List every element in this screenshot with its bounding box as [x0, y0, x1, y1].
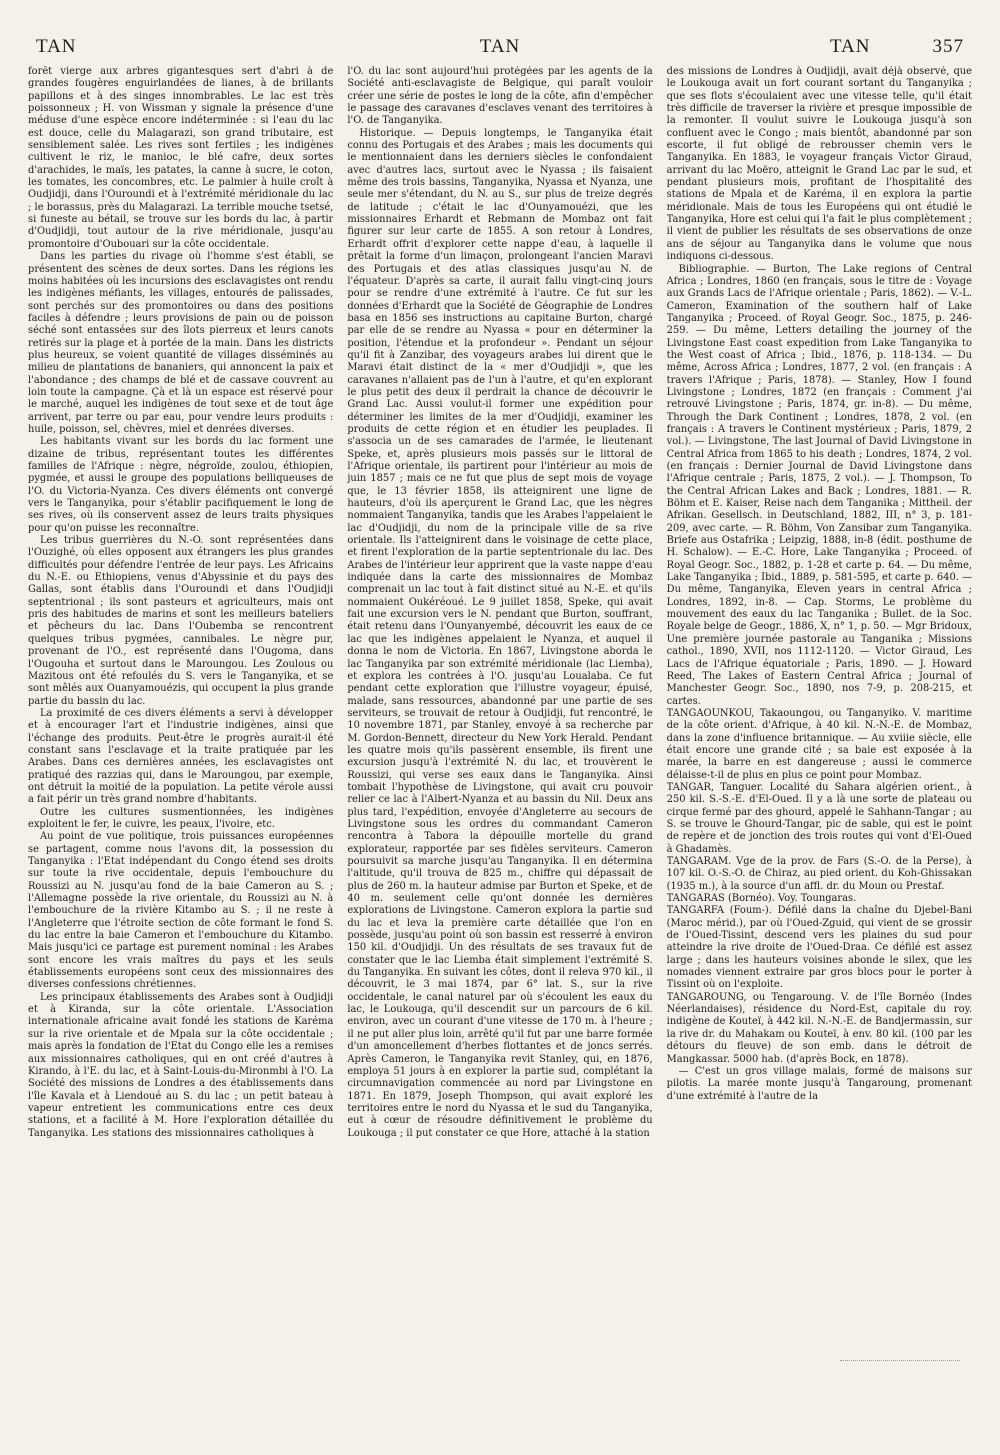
entry-tangaras: TANGARAS (Bornéo). Voy. Toungaras.	[666, 893, 857, 905]
header-right: TAN	[829, 36, 871, 57]
column-1	[28, 66, 333, 1426]
paragraph: Les principaux établissements des Arabes sont à Oudjidji et à Kiranda, sur la côte orientale. L'Association internationale africaine avait fondé les stations de Karéma sur la rive orientale et de Mpala sur la côte occidentale ; mais après la fondation de l'Etat du Congo elle les a remises aux missionnaires catholiques, qui en ont créé d'autres à Kirando, à l'E. du lac, et à Saint-Louis-du-Mironmbi à l'O. La Société des missions de Londres a des établissements dans l'île Kavala et à Liendoué au S. du lac ; un petit bateau à vapeur entretient les communications entre ces deux stations, et a facilité à M. Hore l'exploration détaillée du Tanganyika. Les stations des missionnaires catholiques à	[28, 991, 334, 1139]
paragraph: Dans les parties du rivage où l'homme s'est établi, se présentent des scènes de deux sortes. Dans les régions les moins habitées où les incursions des esclavagistes ont rendu les indigènes méfiants, les villages, entourés de palissades, sont perchés sur des promontoires ou dans des positions faciles à défendre ; leurs provisions de pain ou de poisson séché sont entassées sur des îlots pierreux et leurs canots retirés sur la plage et à portée de la main. Dans les districts plus heureux, se voient quantité de villages disséminés au milieu de plantations de bananiers, qui annoncent la paix et l'abondance ; des champs de blé et de cassave couvrent au loin toute la campagne. Çà et là un espace est réservé pour le marché, auquel les indigènes de tout sexe et de tout âge arrivent, par terre ou par eau, pour vendre leurs produits : huile, poisson, sel, chèvres, miel et denrées diverses.	[28, 251, 334, 435]
entry-tangaroung: TANGAROUNG, ou Tengaroung. V. de l'île Bornéo (Indes Néerlandaises), résidence du Nord-Est, capitale du roy. indigène de Kouteï, à 442 kil. N.-N.-E. de Bandjermassin, sur la rive dr. du Mahakam ou Kouteï, à env. 80 kil. (100 par les détours du fleuve) de son emb. dans le détroit de Mangkassar. 5000 hab. (d'après Bock, en 1878).	[666, 991, 972, 1065]
paragraph-historique: Historique. — Depuis longtemps, le Tanganyika était connu des Portugais et des Arabes ; mais les documents qui le mentionnaient dans les derniers siècles le confondaient avec d'autres lacs, surtout avec le Nyassa ; ils faisaient même des trois bassins, Tanganyika, Nyassa et Nyanza, une seule mer s'étendant, du N. au S., sur plus de treize degrés de latitude ; c'était le lac d'Ounyamouézi, que les missionnaires Erhardt et Rebmann de Mombaz ont fait figurer sur leur carte de 1855. A son retour à Londres, Erhardt offrit d'explorer cette nappe d'eau, à laquelle il prêtait la forme d'un limaçon, prolongeant l'ancien Maravi des Portugais et des atlas classiques jusqu'au N. de l'équateur. D'après sa carte, il aurait fallu vingt-cinq jours pour se rendre d'une extrémité à l'autre. Ce fut sur les données d'Erhardt que la Société de Géographie de Londres basa en 1856 ses instructions au capitaine Burton, chargé par elle de se rendre au Nyassa « pour en déterminer la position, l'étendue et la profondeur ». Pendant un séjour qu'il fit à Zanzibar, des voyageurs arabes lui dirent que le Maravi était distinct de la « mer d'Oudjidji », que les caravanes n'allaient pas de l'un à l'autre, et qu'en explorant le plus petit des deux il perdrait la chance de découvrir le Grand Lac. Aussi voulut-il former une expédition pour déterminer les limites de la mer d'Oudjidji, examiner les produits de cette région et en étudier les peuplades. Il s'associa un de ses camarades de l'armée, le lieutenant Speke, et, après plusieurs mois passés sur le littoral de l'Afrique orientale, ils partirent pour l'intérieur au mois de juin 1857 ; mais ce ne fut que plus de sept mois de voyage que, le 13 février 1858, ils atteignirent une ligne de hauteurs, d'où ils aperçurent le Grand Lac, que les nègres nommaient Tanganyika, tandis que les Arabes l'appelaient le lac d'Oudjidji, du nom de la principale ville de sa rive orientale. Ils l'atteignirent dans le voisinage de cette place, et firent l'exploration de la partie septentrionale du lac. Des Arabes de l'intérieur leur apprirent que la vaste nappe d'eau indiquée dans la carte des missionnaires de Mombaz comprenait un lac tout à fait distinct situé au N.-E. et qu'ils nommaient Oukéréoué. Le 9 juillet 1858, Speke, qui avait fait une excursion vers le N. pendant que Burton, souffrant, était retenu dans l'Ounyanyembé, découvrit les eaux de ce lac que les indigènes appelaient le Nyanza, et auquel il donna le nom de Victoria. En 1867, Livingstone aborda le lac Tanganyika par son extrémité méridionale (lac Liemba), et explora les contrées à l'O. jusqu'au Loualaba. Ce fut pendant cette exploration que l'illustre voyageur, épuisé, malade, sans ressources, abandonné par une partie de ses serviteurs, se trouvait de retour à Oudjidji, fut rencontré, le 10 novembre 1871, par Stanley, envoyé à sa recherche par M. Gordon-Bennett, directeur du New York Herald. Pendant les quatre mois qu'ils passèrent ensemble, ils firent une excursion jusqu'à l'extrémité N. du lac, et trouvèrent le Roussizi, qui verse ses eaux dans le Tanganyika. Ainsi tombait l'hypothèse de Livingstone, qui avait cru pouvoir relier ce lac à l'Albert-Nyanza et au bassin du Nil. Deux ans plus tard, l'expédition, envoyée d'Angleterre au secours de Livingstone sous les ordres du commandant Cameron rencontra à Tabora la dépouille mortelle du grand explorateur, rapportée par ses fidèles serviteurs. Cameron poursuivit sa marche jusqu'au Tanganyika. Il en détermina l'altitude, qu'il trouva de 825 m., chiffre qui dépassait de plus de 260 m. la hauteur admise par Burton et Speke, et de 40 m. seulement celle qu'ont donnée les dernières explorations de Livingstone. Cameron explora la partie sud du lac et leva la première carte détaillée que l'on en possède, jusqu'au point où son bassin est resserré à environ 150 kil. d'Oudjidji. Un des résultats de ses travaux fut de constater que le lac Liemba était simplement l'extrémité S. du Tanganyika. En suivant les côtes, dont il releva 970 kil., il découvrit, le 3 mai 1874, par 6° lat. S., sur la rive occidentale, le canal naturel par où s'écoulent les eaux du lac, le Loukouga, qu'il descendit sur un parcours de 6 kil. environ, avec un courant d'une vitesse de 170 m. à l'heure ; il ne put aller plus loin, arrêté qu'il fut par une barre formée d'un amoncellement d'herbes flottantes et de joncs serrés. Après Cameron, le Tanganyika revit Stanley, qui, en 1876, employa 51 jours à en explorer la partie sud, complétant la circumnavigation commencée au nord par Livingstone en 1871. En 1879, Joseph Thompson, qui avait exploré les territoires entre le nord du Nyassa et le sud du Tanganyika, eut à cœur de résoudre définitivement le problème du Loukouga ; il put constater ce que Hore, attaché à la station	[347, 127, 653, 1139]
column-3	[667, 66, 972, 1426]
paragraph: La proximité de ces divers éléments a servi à développer et à encourager l'art et l'industrie indigènes, ainsi que l'échange des produits. Peut-être le progrès aurait-il été constant sans l'esclavage et la traite pratiquée par les Arabes. Dans ces dernières années, les esclavagistes ont pratiqué des razzias qui, dans le Maroungou, par exemple, ont détruit la moitié de la population. La petite vérole aussi a fait périr un très grand nombre d'habitants.	[28, 707, 334, 806]
entry-tangaram: TANGARAM. Vge de la prov. de Fars (S.-O. de la Perse), à 107 kil. O.-S.-O. de Chiraz, au pied orient. du Koh-Ghissakan (1935 m.), à la source d'un affl. dr. du Moun ou Prestaf.	[666, 856, 972, 892]
header-center: TAN	[479, 36, 521, 57]
text-columns	[28, 66, 972, 1426]
paragraph: Les tribus guerrières du N.-O. sont représentées dans l'Ouzighé, où elles opposent aux étrangers les plus grandes difficultés pour défendre l'entrée de leur pays. Les Africains du N.-E. ou Ethiopiens, venus d'Abyssinie et du pays des Gallas, sont établis dans l'Ouroundi et dans l'Oudjidji septentrional ; ils sont pasteurs et agriculteurs, mais ont pris des habitudes de marins et sont les meilleurs bateliers et pêcheurs du lac. Dans l'Oubemba se rencontrent quelques tribus pygmées, cannibales. Le nègre pur, provenant de l'O., est représenté dans l'Ougoma, dans l'Ougouha et surtout dans le Maroungou. Les Zoulous ou Mazitous ont été refoulés du S. vers le Tanganyika, et se sont mêlés aux Ouanyamouézis, qui occupent la plus grande partie du bassin du lac.	[28, 535, 334, 707]
paragraph: l'O. du lac sont aujourd'hui protégées par les agents de la Société anti-esclavagiste de Belgique, qui paraît vouloir créer une série de postes le long de la côte, afin d'empêcher le passage des caravanes d'esclaves venant des territoires à l'O. de Tanganyika.	[347, 66, 653, 127]
paragraph: Les habitants vivant sur les bords du lac forment une dizaine de tribus, représentant toutes les différentes familles de l'Afrique : nègre, négroïde, zoulou, éthiopien, pygmée, et aussi le groupe des populations belliqueuses de l'O. du Victoria-Nyanza. Ces divers éléments ont convergé vers le Tanganyika, pour s'établir pacifiquement le long de ses rives, où ils conservent assez de leurs traits physiques pour qu'on puisse les reconnaître.	[28, 436, 334, 534]
column-2	[347, 66, 652, 1426]
paragraph-bibliographie: Bibliographie. — Burton, The Lake regions of Central Africa ; Londres, 1860 (en français, sous le titre de : Voyage aux Grands Lacs de l'Afrique orientale ; Paris, 1862). — V.-L. Cameron, Examination of the southern half of Lake Tanganyika ; Proceed. of Royal Geogr. Soc., 1875, p. 246-259. — Du même, Letters detailing the journey of the Livingstone East coast expedition from Lake Tanganyika to the West coast of Africa ; Ibid., 1876, p. 118-134. — Du même, Across Africa ; Londres, 1877, 2 vol. (en français : A travers l'Afrique ; Paris, 1878). — Stanley, How I found Livingstone ; Londres, 1872 (en français : Comment j'ai retrouvé Livingstone ; Paris, 1874, gr. in-8). — Du même, Through the Dark Continent ; Londres, 1878, 2 vol. (en français : A travers le Continent mystérieux ; Paris, 1879, 2 vol.). — Livingstone, The last Journal of David Livingstone in Central Africa from 1865 to his death ; Londres, 1874, 2 vol. (en français : Dernier Journal de David Livingstone dans l'Afrique centrale ; Paris, 1875, 2 vol.). — J. Thompson, To the Central African Lakes and Back ; Londres, 1881. — R. Böhm et E. Kaiser, Reise nach dem Tanganika ; Mittheil. der Afrikan. Gesellsch. in Deutschland, 1882, III, n° 3, p. 181-209, avec carte. — R. Böhm, Von Zansibar zum Tanganyika. Briefe aus Ostafrika ; Leipzig, 1888, in-8 (édit. posthume de H. Schalow). — E.-C. Hore, Lake Tanganyika ; Proceed. of Royal Geogr. Soc., 1882, p. 1-28 et carte p. 64. — Du même, Lake Tanganyika ; Ibid., 1889, p. 581-595, et carte p. 640. — Du même, Tanganyika, Eleven years in central Africa ; Londres, 1892, in-8. — Cap. Storms, Le problème du mouvement des eaux du lac Tanganika ; Bullet. de la Soc. Royale belge de Geogr., 1886, X, n° 1, p. 50. — Mgr Bridoux, Une première journée pastorale au Tanganika ; Missions cathol., 1890, XVII, nos 1112-1120. — Victor Giraud, Les Lacs de l'Afrique équatoriale ; Paris, 1890. — J. Howard Reed, The Lakes of Eastern Central Africa ; Journal of Manchester Geogr. Soc., 1890, nos 7-9, p. 208-215, et cartes.	[666, 263, 972, 707]
header-right-group	[830, 36, 964, 58]
header-left: TAN	[36, 36, 77, 57]
footer-dotted-rule	[840, 1360, 960, 1362]
paragraph: — C'est un gros village malais, formé de maisons sur pilotis. La marée monte jusqu'à Tangaroung, promenant d'une extrémité à l'autre de la	[666, 1065, 972, 1102]
paragraph: Outre les cultures susmentionnées, les indigènes exploitent le fer, le cuivre, les peaux, l'ivoire, etc.	[28, 806, 334, 830]
paragraph: des missions de Londres à Oudjidji, avait déjà observé, que le Loukouga avait un fort courant sortant du Tanganyika ; que ses flots s'écoulaient avec une vitesse telle, qu'il était très difficile de traverser la rivière et presque impossible de la remonter. Il voulut suivre le Loukouga jusqu'à son confluent avec le Congo ; mais bientôt, abandonné par son escorte, il fut obligé de rebrousser chemin vers le Tanganyika. En 1883, le voyageur français Victor Giraud, arrivant du lac Moëro, atteignit le Grand Lac par le sud, et pendant plusieurs mois, profitant de l'hospitalité des stations de Mpala et de Karéma, il en explora la partie méridionale. Mais de tous les Européens qui ont étudié le Tanganyika, Hore est celui qui l'a fait le plus complètement ; il vient de publier les résultats de ses observations de onze ans de séjour au Tanganyika dans le volume que nous indiquons ci-dessous.	[666, 66, 972, 263]
entry-tangar: TANGAR, Tanguer. Localité du Sahara algérien orient., à 250 kil. S.-S.-E. d'El-Oued. Il y a là une sorte de plateau ou cirque fermé par des ghourd, appelé le Sahhann-Tangar ; au S. se trouve le Ghourd-Tangar, pic de sable, qui est le point de repère et de jonction des trois routes qui vont d'El-Oued à Ghadamès.	[666, 781, 972, 855]
running-header	[36, 32, 964, 58]
page-number: 357	[932, 36, 964, 57]
entry-tangaounkou: TANGAOUNKOU, Takaoungou, ou Tanganyiko. V. maritime de la côte orient. d'Afrique, à 40 kil. N.-N.-E. de Mombaz, dans la zone d'influence britannique. — Au xviiie siècle, elle était encore une grande cité ; sa baie est exposée à la marée, la barre en est dangereuse ; aussi le commerce délaisse-t-il de plus en plus ce point pour Mombaz.	[666, 707, 972, 781]
entry-tangarfa: TANGARFA (Foum-). Défilé dans la chaîne du Djebel-Bani (Maroc mérid.), par où l'Oued-Zguid, qui vient de se grossir de l'Oued-Tissint, descend vers les plaines du sud pour atteindre la rive droite de l'Oued-Draa. Ce défilé est assez large ; dans les hauteurs voisines abonde le silex, que les nomades viennent extraire par gros blocs pour le porter à Tissint où on l'exploite.	[666, 905, 972, 991]
paragraph: Au point de vue politique, trois puissances européennes se partagent, comme nous l'avons dit, la possession du Tanganyika : l'Etat indépendant du Congo étend ses droits sur toute la rive occidentale, depuis l'embouchure du Roussizi au N. jusqu'au fond de la baie Cameron au S. ; l'Allemagne possède la rive orientale, du Roussizi au N. à l'embouchure de la rivière Kitambo au S. ; il ne reste à l'Angleterre que l'étroite section de côte formant le fond S. du lac entre la baie Cameron et l'embouchure du Kitambo. Mais jusqu'ici ce partage est purement nominal : les Arabes sont encore les vrais maîtres du pays et les seuls établissements européens sont ceux des missionnaires des diverses confessions chrétiennes.	[28, 831, 334, 991]
paragraph: forêt vierge aux arbres gigantesques sert d'abri à de grandes fougères enguirlandées de lianes, à de brillants papillons et à des singes innombrables. Le lac est très poissonneux ; H. von Wissman y signale la présence d'une méduse d'une espèce encore indéterminée : si l'eau du lac est douce, celle du Malagarazi, son grand tributaire, est sensiblement salée. Les rives sont fertiles ; les indigènes cultivent le riz, le manioc, le blé cafre, deux sortes d'arachides, le maïs, les patates, la canne à sucre, le coton, les tomates, les concombres, etc. Le palmier à huile croît à Oudjidji, dans l'Ouroundi et à l'extrémité méridionale du lac ; le borassus, près du Malagarazi. La terrible mouche tsetsé, si funeste au bétail, se trouve sur les bords du lac, à partir d'Oudjidji, tout autour de la rive méridionale, jusqu'au promontoire d'Oubouari sur la côte occidentale.	[28, 66, 334, 250]
